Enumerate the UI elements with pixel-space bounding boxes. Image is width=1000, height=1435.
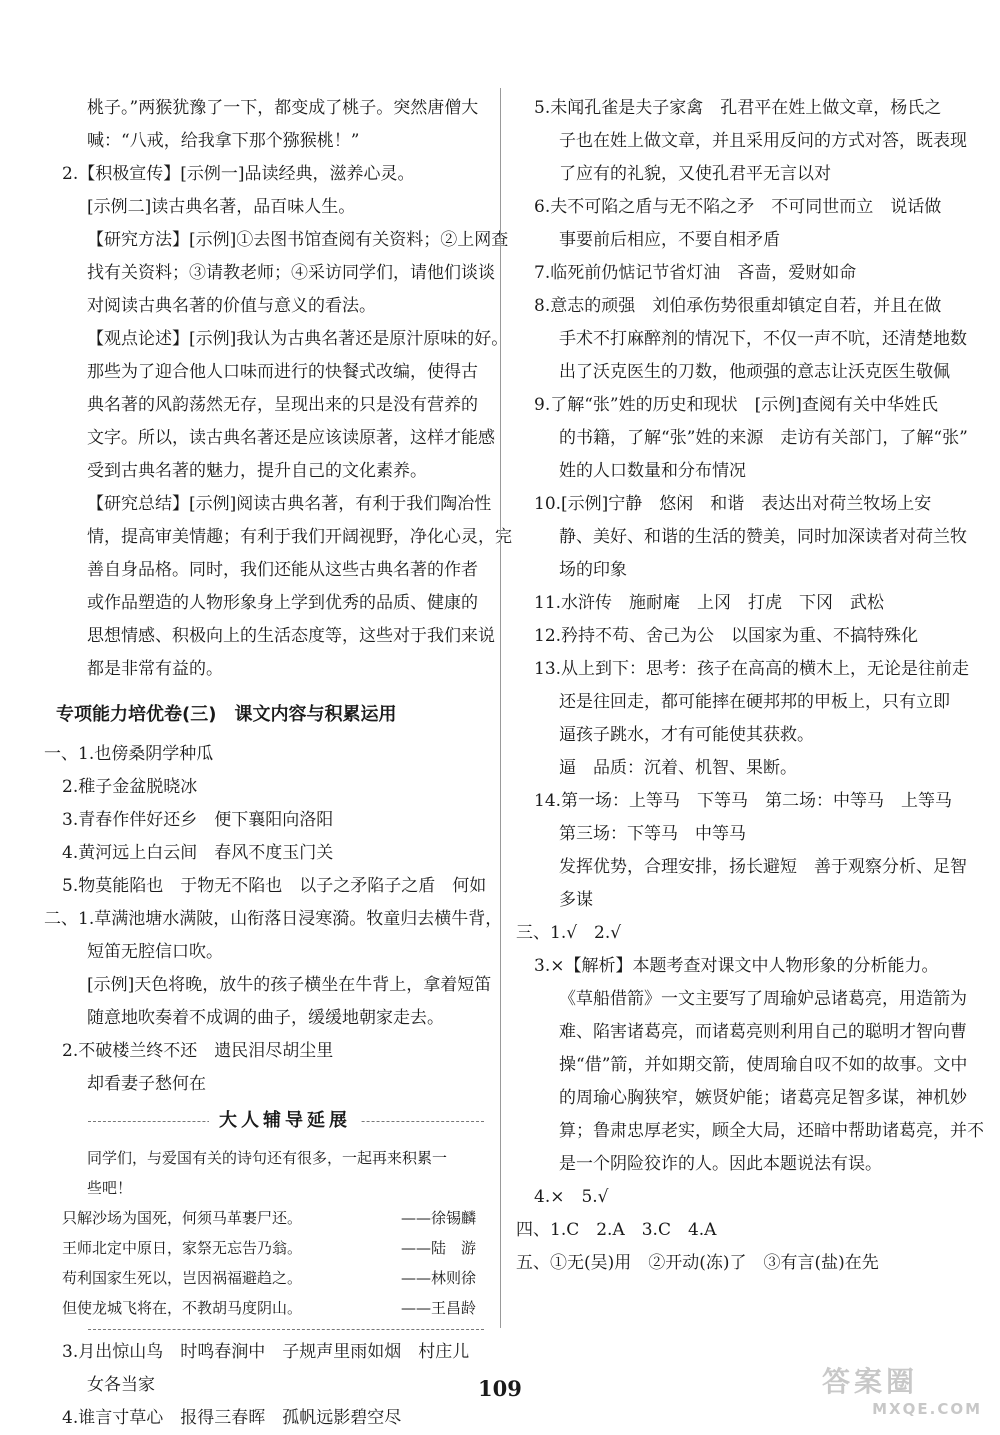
- text-line: 算；鲁肃忠厚老实，顾全大局，还暗中帮助诸葛亮，并不: [559, 1121, 984, 1141]
- text-line: 2.【积极宣传】[示例一]品读经典，滋养心灵。: [62, 164, 415, 184]
- poem-author: ——王昌龄: [400, 1299, 476, 1317]
- text-line: 手术不打麻醉剂的情况下，不仅一声不吭，还清楚地数: [559, 329, 967, 349]
- dashed-rule-bottom: [88, 1329, 484, 1330]
- text-line: 7.临死前仍惦记节省灯油 吝啬，爱财如命: [534, 263, 857, 283]
- text-line: 5.未闻孔雀是夫子家禽 孔君平在姓上做文章，杨氏之: [534, 98, 942, 118]
- poem-author: ——徐锡麟: [400, 1209, 476, 1227]
- text-line: 的周瑜心胸狭窄，嫉贤妒能；诸葛亮足智多谋，神机妙: [559, 1088, 967, 1108]
- text-line: 3.月出惊山鸟 时鸣春涧中 子规声里雨如烟 村庄儿: [62, 1342, 470, 1362]
- text-line: 多谋: [559, 890, 593, 910]
- text-line: 随意地吹奏着不成调的曲子，缓缓地朝家走去。: [87, 1008, 444, 1028]
- poem-row: [44, 1233, 484, 1263]
- text-line: 6.夫不可陷之盾与无不陷之矛 不可同世而立 说话做: [534, 197, 942, 217]
- text-line: 的书籍，了解“张”姓的来源 走访有关部门，了解“张”: [559, 428, 968, 448]
- text-line: 还是往回走，都可能摔在硬邦邦的甲板上，只有立即: [559, 692, 950, 712]
- intro-line: 些吧！: [87, 1179, 133, 1197]
- poem-author: ——陆 游: [400, 1239, 476, 1257]
- column-divider: [500, 88, 501, 1328]
- text-line: 四、1.C 2.A 3.C 4.A: [516, 1220, 717, 1240]
- poem-row: [44, 1203, 484, 1233]
- text-line: 3.青春作伴好还乡 便下襄阳向洛阳: [62, 810, 334, 830]
- text-line: 第三场：下等马 中等马: [559, 824, 746, 844]
- text-line: [示例]天色将晚，放牛的孩子横坐在牛背上，拿着短笛: [87, 975, 492, 995]
- poem-row: [44, 1293, 484, 1323]
- text-line: 对阅读古典名著的价值与意义的看法。: [87, 296, 376, 316]
- intro-line: 同学们，与爱国有关的诗句还有很多，一起再来积累一: [87, 1149, 448, 1167]
- text-line: 是一个阴险狡诈的人。因此本题说法有误。: [559, 1154, 882, 1174]
- watermark-logo: [822, 1360, 982, 1418]
- text-line: 10.[示例]宁静 悠闲 和谐 表达出对荷兰牧场上安: [534, 494, 932, 514]
- text-line: 二、1.草满池塘水满陂，山衔落日浸寒漪。牧童归去横牛背，: [44, 909, 503, 929]
- text-line: [示例二]读古典名著，品百味人生。: [87, 197, 356, 217]
- watermark-text: 答案圈: [822, 1365, 919, 1398]
- text-line: 受到古典名著的魅力，提升自己的文化素养。: [87, 461, 427, 481]
- text-line: 2.稚子金盆脱晓冰: [62, 777, 198, 797]
- tutor-extension-title: 大人辅导延展: [209, 1106, 361, 1132]
- watermark-url: MXQE.COM: [872, 1400, 982, 1418]
- text-line: 4.谁言寸草心 报得三春晖 孤帆远影碧空尽: [62, 1408, 402, 1428]
- text-line: 那些为了迎合他人口味而进行的快餐式改编，使得古: [87, 362, 478, 382]
- text-line: 8.意志的顽强 刘伯承伤势很重却镇定自若，并且在做: [534, 296, 942, 316]
- text-line: 事要前后相应，不要自相矛盾: [559, 230, 780, 250]
- text-line: 情，提高审美情趣；有利于我们开阔视野，净化心灵，完: [87, 527, 512, 547]
- text-line: 【观点论述】[示例]我认为古典名著还是原汁原味的好。: [87, 329, 509, 349]
- text-line: 11.水浒传 施耐庵 上冈 打虎 下冈 武松: [534, 593, 885, 613]
- text-line: 发挥优势，合理安排，扬长避短 善于观察分析、足智: [559, 857, 967, 877]
- text-line: 逼 品质：沉着、机智、果断。: [559, 758, 797, 778]
- poem-row: [44, 1263, 484, 1293]
- text-line: 都是非常有益的。: [87, 659, 223, 679]
- text-line: 文字。所以，读古典名著还是应该读原著，这样才能感: [87, 428, 495, 448]
- text-line: 了应有的礼貌，又使孔君平无言以对: [559, 164, 831, 184]
- text-line: 9.了解“张”姓的历史和现状 [示例]查阅有关中华姓氏: [534, 395, 938, 415]
- text-line: 三、1.√ 2.√: [516, 923, 622, 943]
- text-line: 【研究方法】[示例]①去图书馆查阅有关资料；②上网查: [87, 230, 509, 250]
- text-line: 五、①无(吴)用 ②开动(冻)了 ③有言(盐)在先: [516, 1253, 879, 1273]
- text-line: 却看妻子愁何在: [87, 1074, 206, 1094]
- text-line: 5.物莫能陷也 于物无不陷也 以子之矛陷子之盾 何如: [62, 876, 487, 896]
- text-line: 12.矜持不苟、舍己为公 以国家为重、不搞特殊化: [534, 626, 919, 646]
- text-line: 女各当家: [87, 1375, 155, 1395]
- tutor-extension-box-header: [44, 1103, 484, 1139]
- text-line: 善自身品格。同时，我们还能从这些古典名著的作者: [87, 560, 478, 580]
- poem-author: ——林则徐: [400, 1269, 476, 1287]
- text-line: 桃子。”两猴犹豫了一下，都变成了桃子。突然唐僧大: [87, 98, 479, 118]
- text-line: 或作品塑造的人物形象身上学到优秀的品质、健康的: [87, 593, 478, 613]
- text-line: 静、美好、和谐的生活的赞美，同时加深读者对荷兰牧: [559, 527, 967, 547]
- section-title: 专项能力培优卷(三) 课文内容与积累运用: [56, 704, 397, 725]
- text-line: 【研究总结】[示例]阅读古典名著，有利于我们陶冶性: [87, 494, 492, 514]
- text-line: 难、陷害诸葛亮，而诸葛亮则利用自己的聪明才智向曹: [559, 1022, 967, 1042]
- text-line: 场的印象: [559, 560, 627, 580]
- right-column: [516, 92, 984, 1280]
- text-line: 思想情感、积极向上的生活态度等，这些对于我们来说: [87, 626, 495, 646]
- text-line: 13.从上到下：思考：孩子在高高的横木上，无论是往前走: [534, 659, 970, 679]
- poem-line: 只解沙场为国死，何须马革裹尸还。: [62, 1209, 303, 1227]
- poem-line: 苟利国家生死以，岂因祸福避趋之。: [62, 1269, 303, 1287]
- page-number: 109: [478, 1376, 522, 1401]
- text-line: 出了沃克医生的刀数，他顽强的意志让沃克医生敬佩: [559, 362, 950, 382]
- poem-line: 王师北定中原日，家祭无忘告乃翁。: [62, 1239, 303, 1257]
- poem-list: [44, 1203, 484, 1323]
- text-line: 《草船借箭》一文主要写了周瑜妒忌诸葛亮，用造箭为: [559, 989, 967, 1009]
- text-line: 典名著的风韵荡然无存，呈现出来的只是没有营养的: [87, 395, 478, 415]
- text-line: 14.第一场：上等马 下等马 第二场：中等马 上等马: [534, 791, 953, 811]
- tutor-extension-intro: [44, 1143, 484, 1203]
- text-line: 喊：“八戒，给我拿下那个猕猴桃！”: [87, 131, 360, 151]
- poem-line: 但使龙城飞将在，不教胡马度阴山。: [62, 1299, 303, 1317]
- text-line: 3.×【解析】本题考查对课文中人物形象的分析能力。: [534, 956, 939, 976]
- text-line: 一、1.也傍桑阴学种瓜: [44, 744, 214, 764]
- text-line: 子也在姓上做文章，并且采用反问的方式对答，既表现: [559, 131, 967, 151]
- text-line: 逼孩子跳水，才有可能使其获救。: [559, 725, 814, 745]
- text-line: 4.黄河远上白云间 春风不度玉门关: [62, 843, 334, 863]
- text-line: 短笛无腔信口吹。: [87, 942, 223, 962]
- text-line: 2.不破楼兰终不还 遗民泪尽胡尘里: [62, 1041, 334, 1061]
- text-line: 姓的人口数量和分布情况: [559, 461, 746, 481]
- text-line: 找有关资料；③请教老师；④采访同学们，请他们谈谈: [87, 263, 495, 283]
- text-line: 操“借”箭，并如期交箭，使周瑜自叹不如的故事。文中: [559, 1055, 968, 1075]
- text-line: 4.× 5.√: [534, 1187, 609, 1207]
